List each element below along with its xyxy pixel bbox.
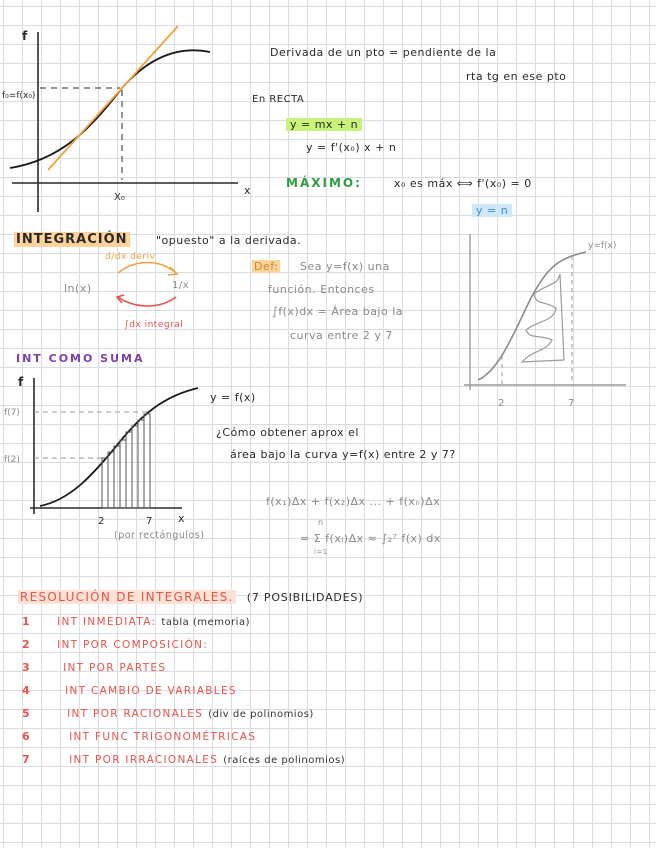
item-text: INT POR COMPOSICIÓN:	[57, 639, 209, 651]
item-text: INT FUNC TRIGONOMÉTRICAS	[69, 731, 257, 743]
item-text: INT POR PARTES	[63, 662, 167, 674]
integracion-subtitle: "opuesto" a la derivada.	[156, 234, 302, 247]
list-item	[22, 679, 345, 702]
riemann-f2-label: f(2)	[4, 455, 20, 465]
maximo-equation	[472, 204, 512, 217]
sum-top: n	[318, 518, 324, 527]
recta-eq-highlight: y = mx + n	[286, 118, 362, 131]
rect-note: (por rectángulos)	[114, 530, 205, 541]
riemann-b-label: 7	[146, 516, 153, 527]
list-item	[22, 748, 345, 771]
area-a-label: 2	[498, 398, 505, 409]
list-item	[22, 656, 345, 679]
list-item	[22, 725, 345, 748]
item-number: 3	[22, 661, 30, 674]
x-axis-label: x	[244, 184, 251, 197]
def-line-1: Sea y=f(x) una	[300, 260, 390, 273]
riemann-curve	[40, 388, 198, 506]
integral-label: ∫dx integral	[124, 320, 184, 330]
def-line-3: ∫f(x)dx = Área bajo la	[272, 305, 404, 318]
item-number: 1	[22, 615, 30, 628]
item-note: tabla (memoria)	[161, 617, 250, 628]
area-b-label: 7	[568, 398, 575, 409]
suma-title: INT COMO SUMA	[16, 352, 145, 365]
resolucion-subtitle: (7 POSIBILIDADES)	[246, 591, 364, 604]
recta-equation	[286, 118, 362, 131]
question-line-1: ¿Cómo obtener aprox el	[216, 426, 359, 439]
resolucion-title-text: RESOLUCIÓN DE INTEGRALES.	[20, 590, 234, 604]
maximo-label: MÁXIMO:	[286, 176, 362, 190]
point-label: f₀=f(x₀)	[2, 91, 36, 101]
question-line-2: área bajo la curva y=f(x) entre 2 y 7?	[230, 448, 456, 461]
item-text: INT CAMBIO DE VARIABLES	[65, 685, 237, 697]
derivative-definition-1: Derivada de un pto = pendiente de la	[270, 46, 497, 59]
riemann-y-label: f	[18, 375, 24, 389]
def-line-4: curva entre 2 y 7	[290, 329, 393, 342]
sum-line-2: = Σ f(xᵢ)Δx ≈ ∫₂⁷ f(x) dx	[300, 532, 441, 545]
item-note: (div de polinomios)	[208, 709, 314, 720]
area-fx-label: y=f(x)	[588, 241, 617, 251]
sum-line-1: f(x₁)Δx + f(x₂)Δx ... + f(xₙ)Δx	[266, 495, 441, 508]
riemann-a-label: 2	[98, 516, 105, 527]
deriv-label: d/dx deriv	[105, 252, 156, 262]
max-eq-highlight: y = n	[472, 204, 512, 217]
sum-bottom: i=1	[314, 548, 328, 556]
integral-arrow	[118, 297, 176, 306]
riemann-f7-label: f(7)	[4, 408, 20, 418]
resolucion-title	[18, 586, 363, 605]
riemann-graph	[0, 372, 210, 552]
maximo-text: x₀ es máx ⟺ f'(x₀) = 0	[394, 177, 532, 190]
derivative-graph	[0, 20, 260, 240]
integracion-title-text: INTEGRACIÓN	[16, 232, 128, 247]
list-item	[22, 702, 345, 725]
item-text: INT POR RACIONALES	[67, 708, 204, 720]
def-label	[252, 260, 280, 273]
item-number: 5	[22, 707, 30, 720]
list-item	[22, 610, 345, 633]
def-line-2: función. Entonces	[268, 283, 375, 296]
item-number: 4	[22, 684, 30, 697]
def-label-text: Def:	[254, 260, 279, 273]
function-curve	[10, 50, 210, 168]
item-note: (raíces de polinomios)	[223, 755, 346, 766]
item-number: 7	[22, 753, 30, 766]
riemann-rectangles	[102, 414, 150, 508]
y-axis-label: f	[22, 29, 28, 43]
area-graph	[460, 230, 650, 410]
riemann-x-label: x	[178, 512, 185, 525]
item-text: INT POR IRRACIONALES	[69, 754, 219, 766]
deriv-arrow	[118, 263, 176, 274]
riemann-fx-label: y = f(x)	[210, 391, 256, 404]
tangent-line	[48, 26, 178, 170]
list-item	[22, 633, 345, 656]
area-scribble	[522, 274, 564, 362]
item-number: 6	[22, 730, 30, 743]
item-number: 2	[22, 638, 30, 651]
x0-label: X₀	[114, 192, 125, 203]
resolucion-list	[22, 610, 345, 771]
item-text: INT INMEDIATA:	[57, 616, 157, 628]
inv-label: 1/x	[172, 280, 190, 291]
area-curve	[478, 252, 586, 380]
derivative-definition-2: rta tg en ese pto	[466, 70, 567, 83]
tangent-equation: y = f'(x₀) x + n	[306, 141, 397, 154]
recta-label: En RECTA	[252, 94, 305, 105]
ln-label: ln(x)	[64, 282, 92, 295]
